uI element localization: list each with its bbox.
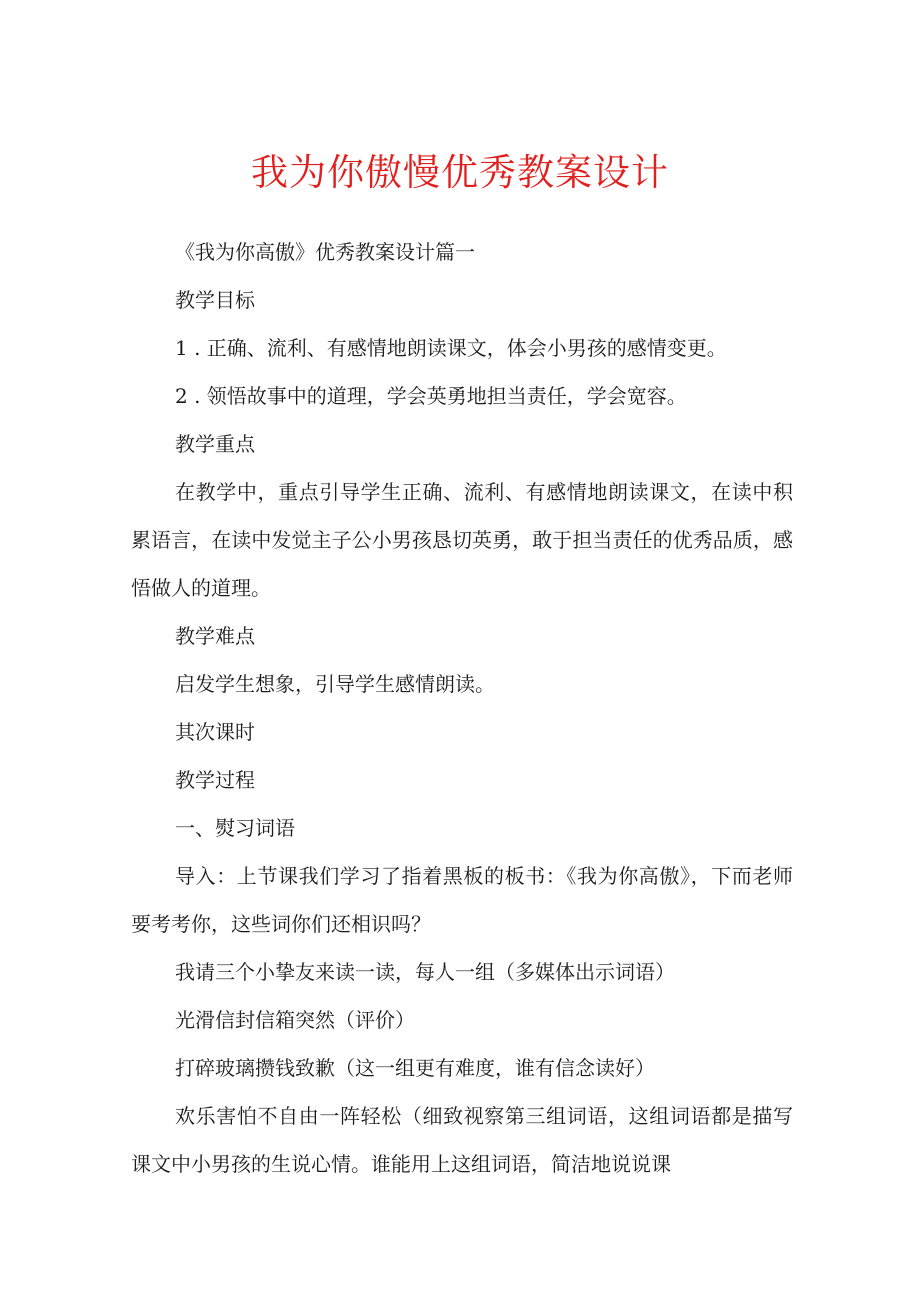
heading-teaching-goals: 教学目标 [175,288,255,312]
word-group-1: 光滑信封信箱突然（评价） [175,1008,415,1032]
heading-difficulties: 教学难点 [175,624,255,648]
heading-second-lesson: 其次课时 [175,720,255,744]
goal-item-2: 2 . 领悟故事中的道理，学会英勇地担当责任，学会宽容。 [175,384,687,408]
paragraph-key-points: 在教学中，重点引导学生正确、流利、有感情地朗读课文，在读中积累语言，在读中发觉主子公小男孩恳切英勇，敢于担当责任的优秀品质，感悟做人的道理。 [131,480,793,600]
document-title: 我为你傲慢优秀教案设计 [251,151,669,194]
paragraph-difficulties: 启发学生想象，引导学生感情朗读。 [175,672,495,696]
paragraph-reading-groups: 我请三个小挚友来读一读，每人一组（多媒体出示词语） [175,960,675,984]
heading-key-points: 教学重点 [175,432,255,456]
paragraph-subtitle: 《我为你高傲》优秀教案设计篇一 [175,240,475,264]
word-group-3: 欢乐害怕不自由一阵轻松（细致视察第三组词语，这组词语都是描写课文中小男孩的生说心情。谁能用上这组词语，简洁地说说课 [131,1104,793,1176]
document-body [131,228,793,1188]
goal-item-1: 1 . 正确、流利、有感情地朗读课文，体会小男孩的感情变更。 [175,336,727,360]
paragraph-introduction: 导入：上节课我们学习了指着黑板的板书：《我为你高傲》，下而老师要考考你，这些词你们还相识吗？ [131,864,793,936]
heading-review-words: 一、熨习词语 [175,816,295,840]
heading-teaching-process: 教学过程 [175,768,255,792]
word-group-2: 打碎玻璃攒钱致歉（这一组更有难度，谁有信念读好） [175,1056,655,1080]
